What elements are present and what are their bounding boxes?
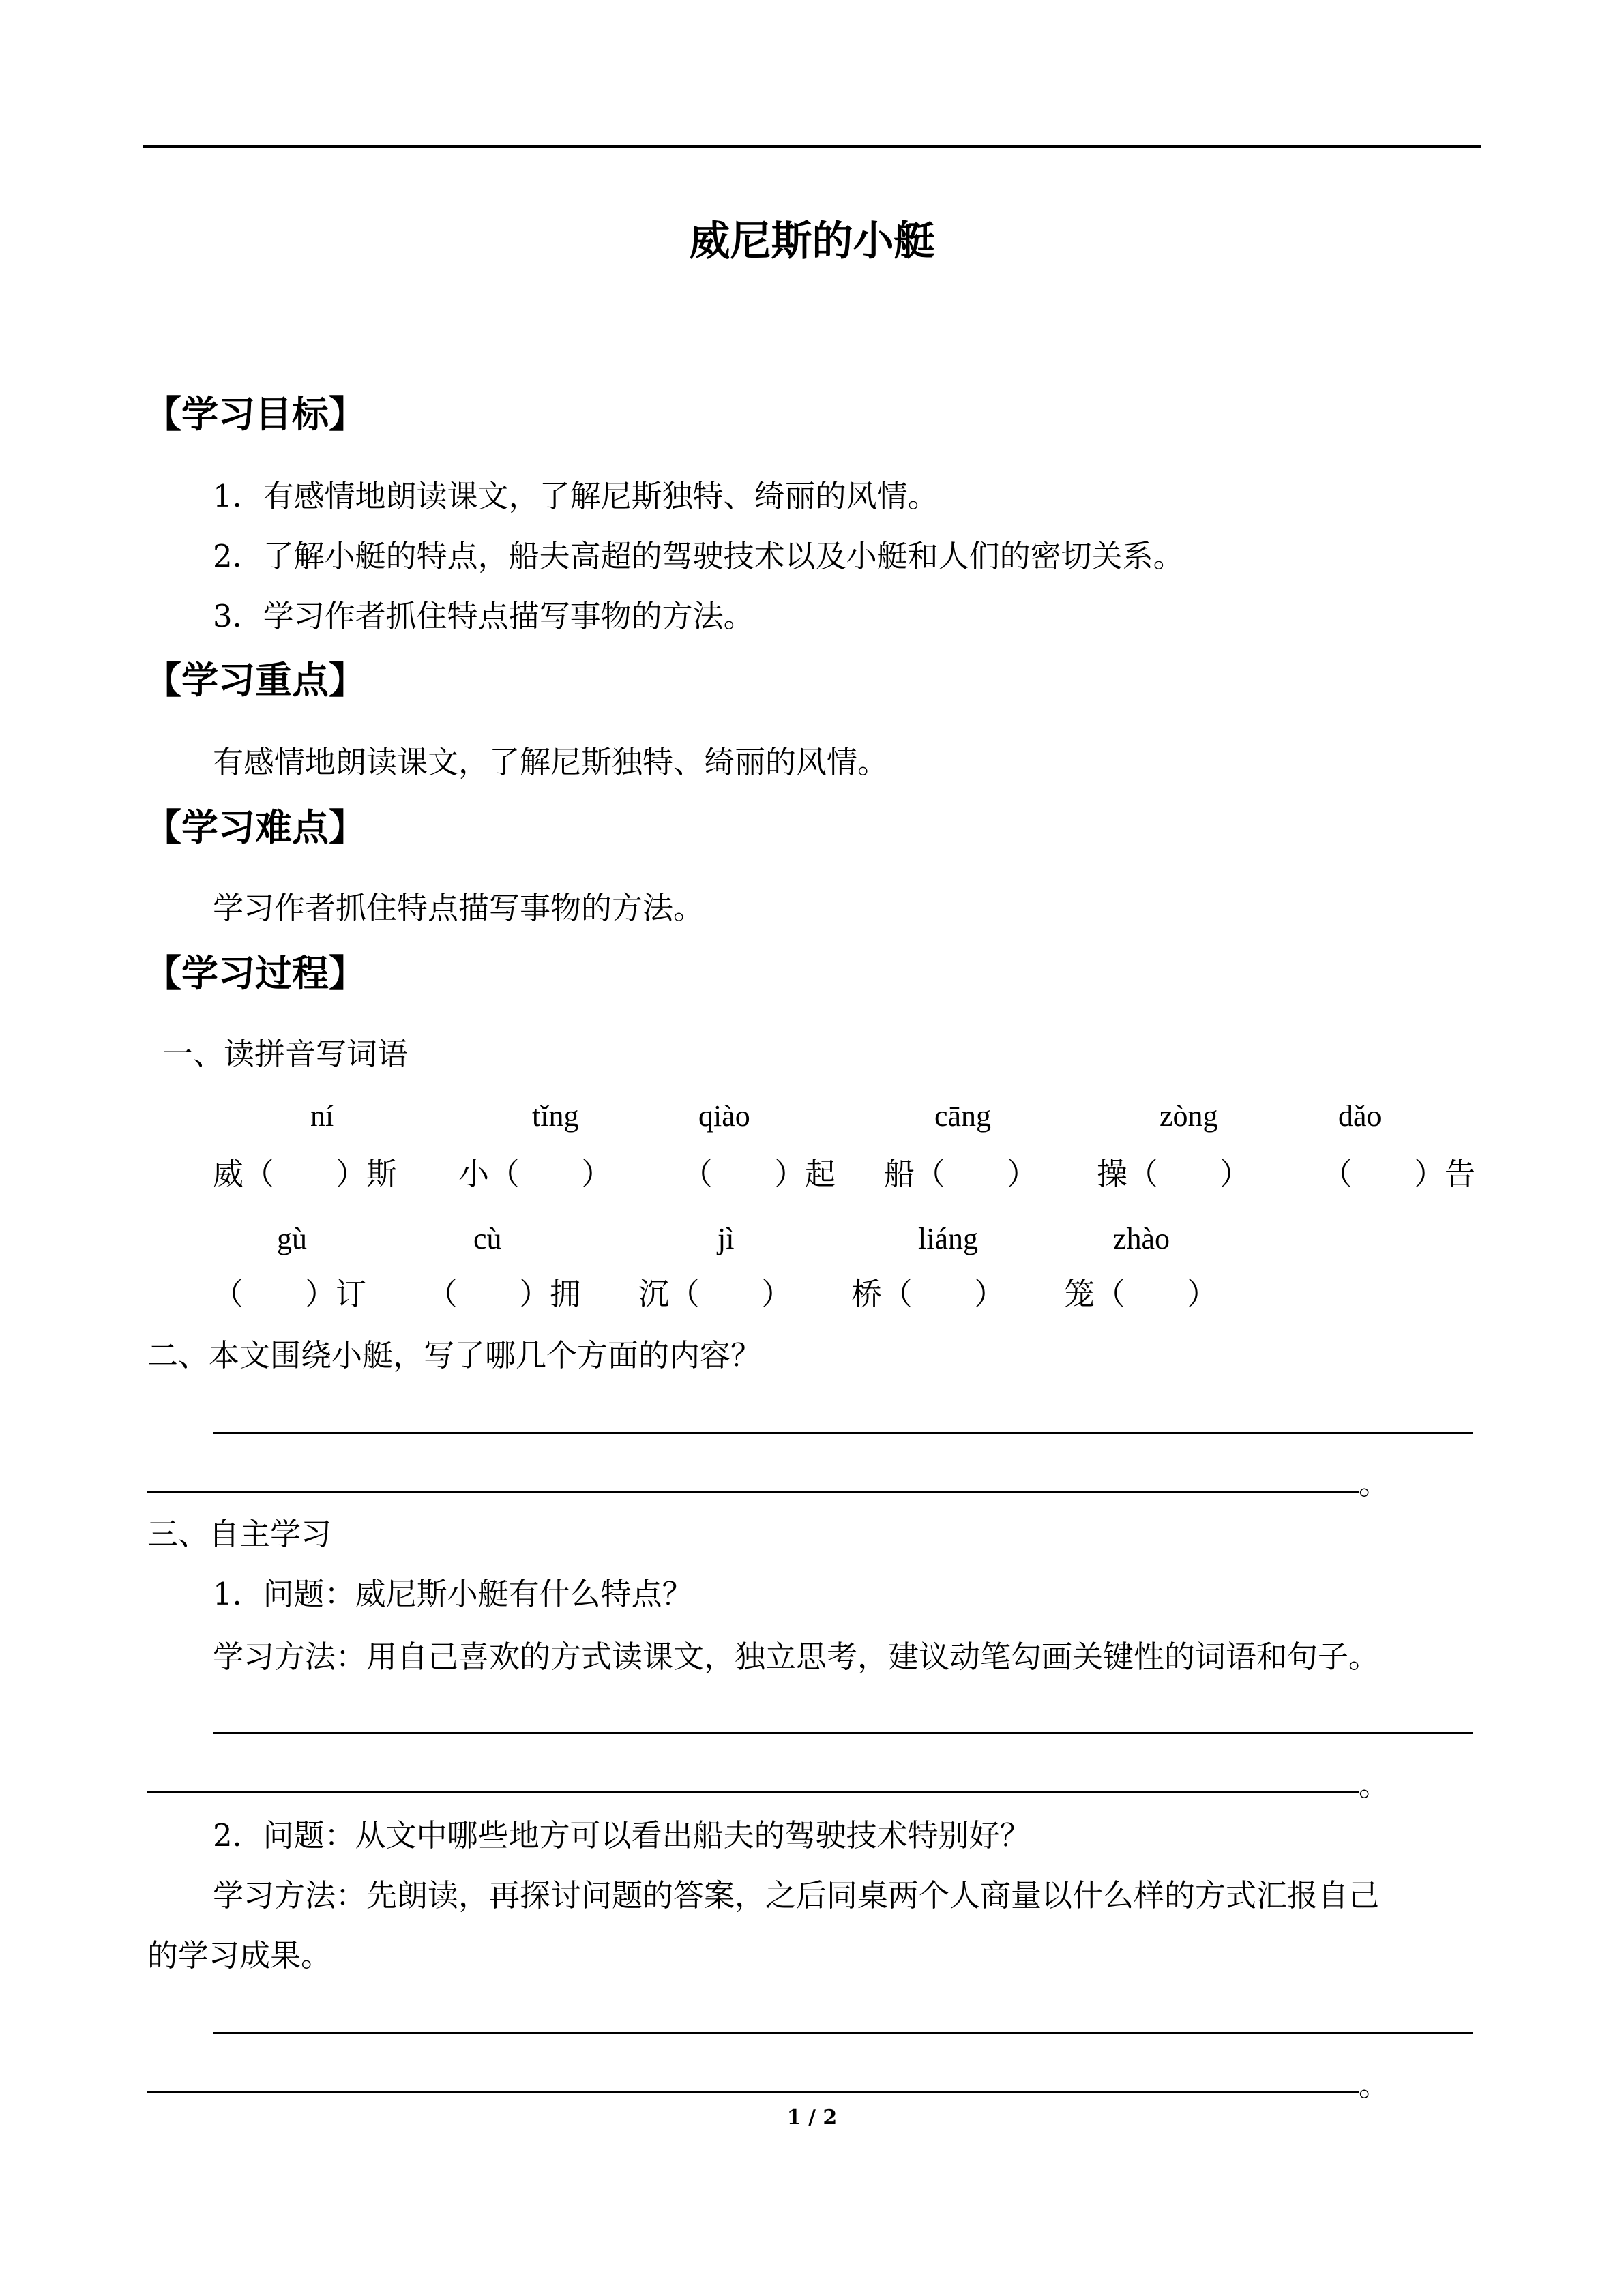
- goal-item-2: 2．了解小艇的特点，船夫高超的驾驶技术以及小艇和人们的密切关系。: [213, 538, 1184, 574]
- word-blank-5: 操（ ）: [1097, 1156, 1251, 1192]
- question-2-method-line2: 的学习成果。: [147, 1937, 332, 1973]
- question-2-method-line1: 学习方法：先朗读，再探讨问题的答案，之后同桌两个人商量以什么样的方式汇报自己: [213, 1877, 1380, 1913]
- part3-title: 三、自主学习: [147, 1516, 332, 1552]
- end-mark: 。: [1359, 2067, 1390, 2103]
- goal-item-1: 1．有感情地朗读课文，了解尼斯独特、绮丽的风情。: [213, 478, 939, 514]
- section-heading-difficulties: 【学习难点】: [145, 805, 366, 849]
- question-1-method: 学习方法：用自己喜欢的方式读课文，独立思考，建议动笔勾画关键性的词语和句子。: [213, 1639, 1380, 1675]
- page-title: 威尼斯的小艇: [689, 218, 935, 265]
- word-blank-4: 船（ ）: [884, 1156, 1038, 1192]
- word-blank-8: （ ）拥: [427, 1276, 581, 1312]
- answer-line[interactable]: [147, 1491, 1359, 1493]
- pinyin-cang: cāng: [934, 1099, 992, 1133]
- answer-line[interactable]: [147, 1791, 1359, 1793]
- pinyin-dao: dǎo: [1338, 1099, 1382, 1133]
- pinyin-qiao: qiào: [698, 1099, 750, 1133]
- pinyin-ji: jì: [718, 1222, 735, 1255]
- pinyin-cu: cù: [473, 1222, 502, 1255]
- answer-line[interactable]: [213, 1432, 1473, 1434]
- word-blank-2: 小（ ）: [458, 1156, 612, 1192]
- word-blank-7: （ ）订: [213, 1276, 367, 1312]
- answer-line[interactable]: [213, 2032, 1473, 2034]
- end-mark: 。: [1359, 1465, 1390, 1502]
- answer-line[interactable]: [147, 2091, 1359, 2093]
- section-heading-goals: 【学习目标】: [145, 392, 366, 436]
- answer-line[interactable]: [213, 1732, 1473, 1734]
- word-blank-3: （ ）起: [682, 1156, 836, 1192]
- part2-title: 二、本文围绕小艇，写了哪几个方面的内容？: [147, 1337, 762, 1373]
- question-1: 1．问题：威尼斯小艇有什么特点？: [213, 1576, 693, 1612]
- pinyin-zong: zòng: [1160, 1099, 1218, 1133]
- word-blank-6: （ ）告: [1322, 1156, 1476, 1192]
- question-2: 2．问题：从文中哪些地方可以看出船夫的驾驶技术特别好？: [213, 1817, 1031, 1853]
- word-blank-10: 桥（ ）: [851, 1276, 1005, 1312]
- part1-title: 一、读拼音写词语: [162, 1036, 409, 1072]
- section-heading-process: 【学习过程】: [145, 951, 366, 995]
- pinyin-ni: ní: [310, 1099, 334, 1133]
- header-rule: [143, 145, 1481, 148]
- pinyin-ting: tǐng: [532, 1099, 579, 1133]
- difficulties-text: 学习作者抓住特点描写事物的方法。: [213, 890, 705, 926]
- word-blank-9: 沉（ ）: [638, 1276, 793, 1312]
- key-points-text: 有感情地朗读课文，了解尼斯独特、绮丽的风情。: [213, 744, 889, 780]
- pinyin-gu: gù: [277, 1222, 307, 1255]
- end-mark: 。: [1359, 1767, 1390, 1803]
- page-number: 1 / 2: [786, 2106, 838, 2130]
- goal-item-3: 3．学习作者抓住特点描写事物的方法。: [213, 598, 754, 634]
- word-blank-11: 笼（ ）: [1064, 1276, 1218, 1312]
- pinyin-zhao: zhào: [1113, 1222, 1170, 1255]
- section-heading-key-points: 【学习重点】: [145, 658, 366, 702]
- word-blank-1: 威（ ）斯: [213, 1156, 398, 1192]
- pinyin-liang: liáng: [918, 1222, 978, 1255]
